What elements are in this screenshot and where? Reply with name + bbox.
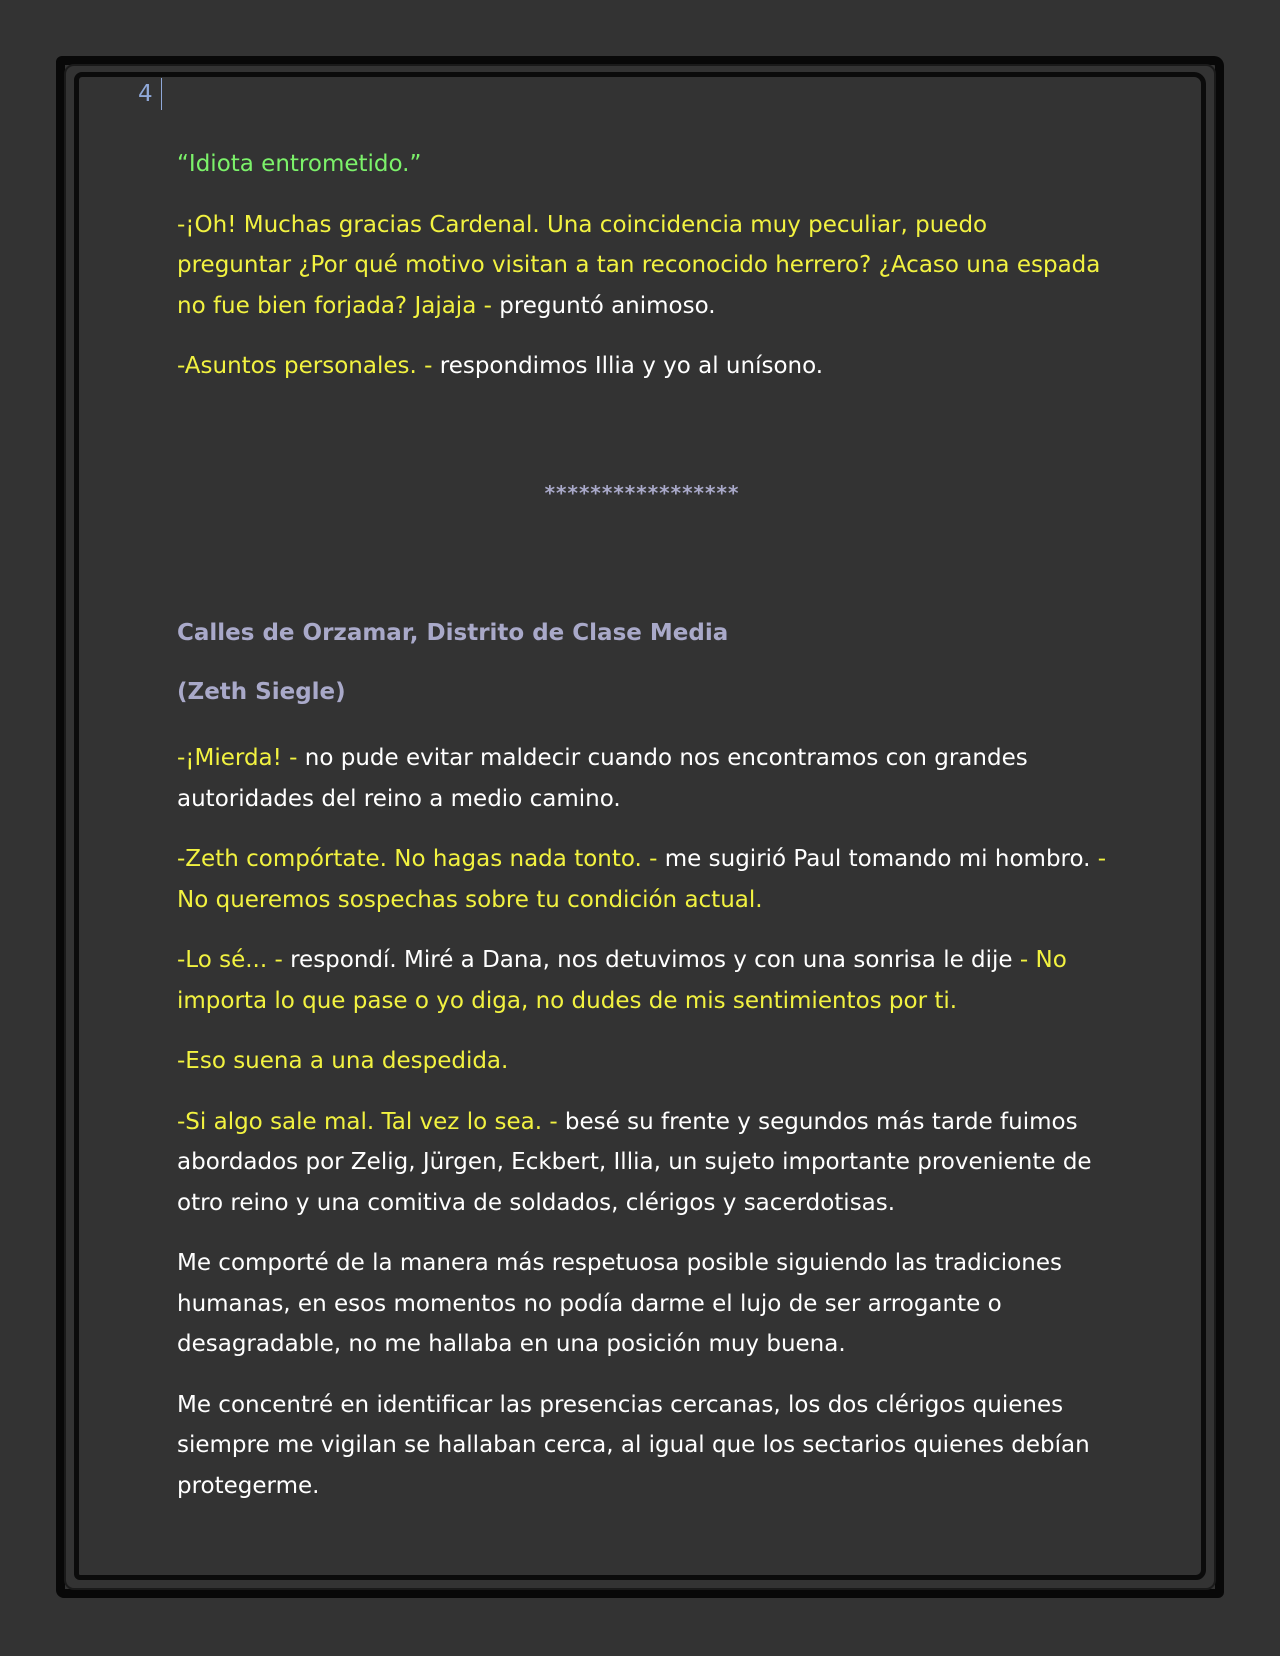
paragraph-dialogue [177,738,1107,819]
scene-character-heading: (Zeth Siegle) [177,678,346,705]
narration-text: Me concentré en identificar las presencias cercanas, los dos clérigos quienes siempre me vigilan se hallaban cerca, al igual que los sectarios quienes debían protegerme. [177,1391,1090,1499]
dialogue-text: -Zeth compórtate. No hagas nada tonto. - [177,846,658,872]
narration-text: no pude evitar maldecir cuando nos encontramos con grandes autoridades del reino a medio camino. [177,745,1028,812]
narration-text: preguntó animoso. [491,292,716,319]
paragraph-dialogue [177,940,1107,1021]
dialogue-text: -Eso suena a una despedida. [177,1048,509,1074]
paragraph-thought [177,144,1107,185]
dialogue-text: -¡Oh! Muchas gracias Cardenal. Una coincidencia muy peculiar, puedo preguntar ¿Por qué motivo visitan a tan reconocido herrero? ¿Acaso una espada no fue bien forjada? Jajaja - [177,211,1101,319]
paragraph-dialogue [177,205,1107,327]
scene-separator: ***************** [544,480,740,505]
narration-text: respondí. Miré a Dana, nos detuvimos y con una sonrisa le dije [282,947,1013,973]
dialogue-text: -Asuntos personales. - [177,353,433,379]
paragraph-narration [177,1385,1107,1507]
dialogue-text: -¡Mierda! - [177,745,298,771]
narration-text: Me comporté de la manera más respetuosa posible siguiendo las tradiciones humanas, en esos momentos no podía darme el lujo de ser arrogante o desagradable, no me hallaba en una posición muy buena. [177,1250,1062,1357]
scene-location-heading: Calles de Orzamar, Distrito de Clase Media [177,620,729,646]
thought-text: “Idiota entrometido.” [177,151,422,177]
dialogue-text: - No queremos sospechas sobre tu condición actual. [177,846,1107,913]
paragraph-dialogue [177,1041,1107,1082]
narration-text: me sugirió Paul tomando mi hombro. [657,846,1091,872]
dialogue-text: -Si algo sale mal. Tal vez lo sea. - [177,1108,558,1135]
dialogue-text: -Lo sé... - [177,947,283,973]
narration-text: besé su frente y segundos más tarde fuimos abordados por Zelig, Jürgen, Eckbert, Illia, un sujeto importante proveniente de otro reino y una comitiva de soldados, clérigos y sacerdotisas. [177,1108,1092,1216]
paragraph-dialogue [177,839,1107,920]
narration-text: respondimos Illia y yo al unísono. [432,353,824,379]
paragraph-dialogue [177,346,1107,387]
paragraph-dialogue [177,1102,1107,1224]
dialogue-text: - No importa lo que pase o yo diga, no dudes de mis sentimientos por ti. [177,947,1067,1014]
page-number: 4 [138,78,162,110]
page-content [177,144,1107,1526]
paragraph-narration [177,1243,1107,1365]
